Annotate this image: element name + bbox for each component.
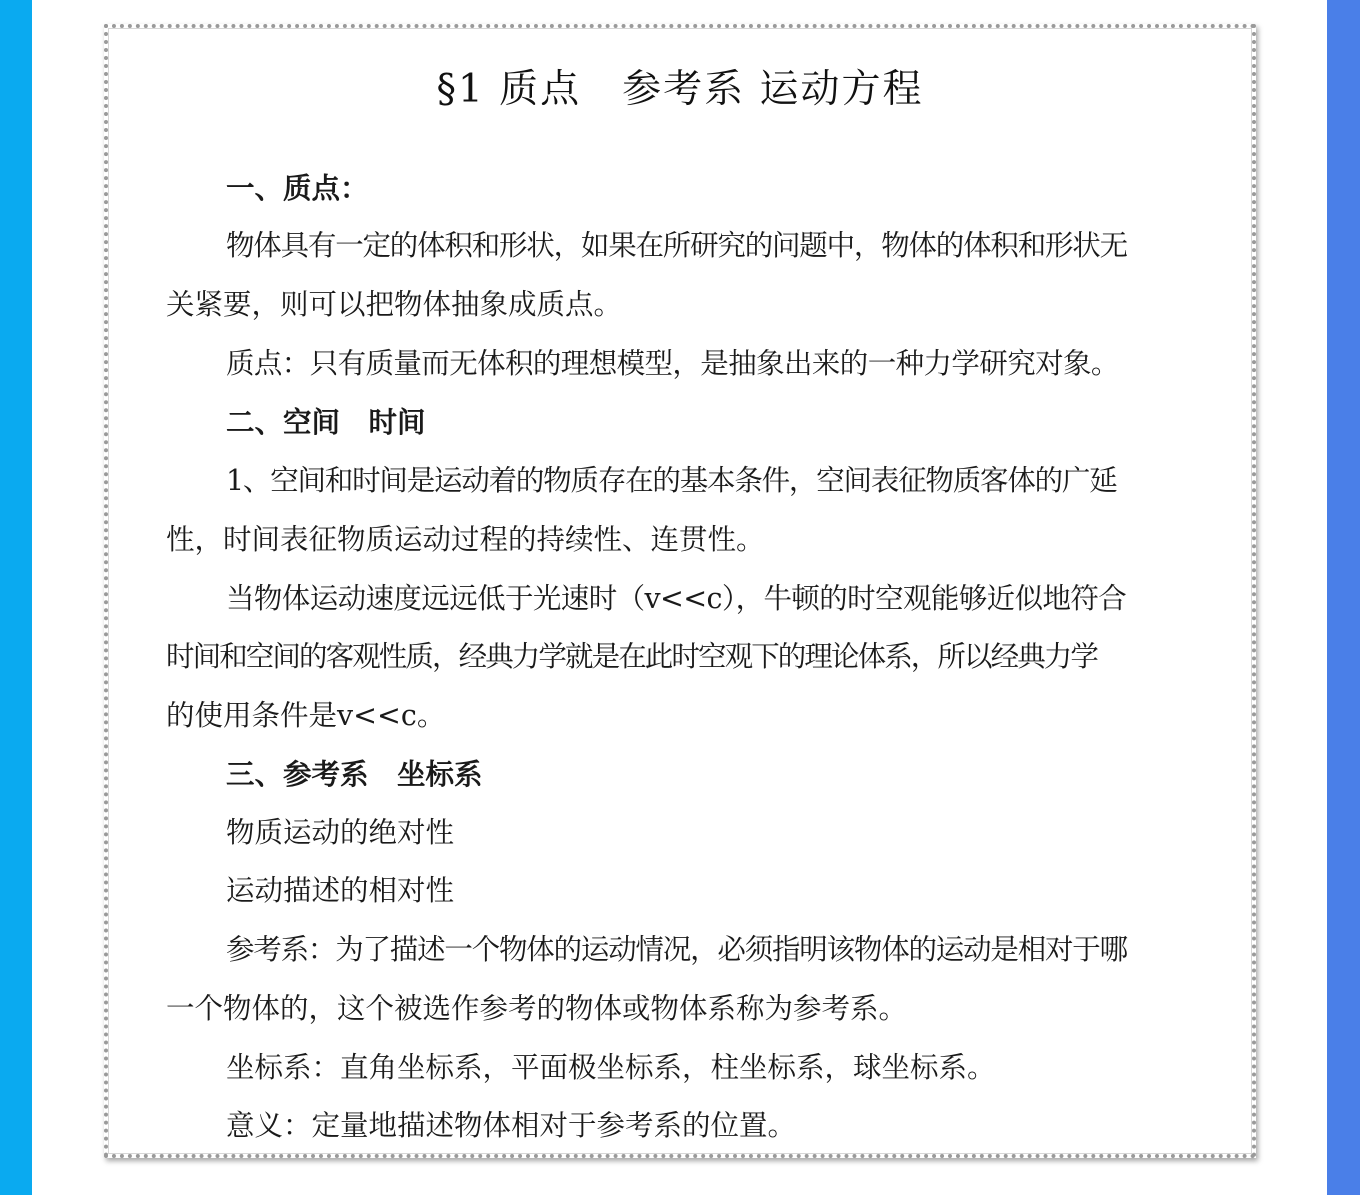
left-color-band <box>0 0 32 1195</box>
paragraph-line: 质点：只有质量而无体积的理想模型，是抽象出来的一种力学研究对象。 <box>226 347 1119 380</box>
paragraph-line: 的使用条件是v<<c。 <box>166 699 446 732</box>
paragraph-line: 运动描述的相对性 <box>226 874 455 907</box>
paragraph-line: 物质运动的绝对性 <box>226 816 455 849</box>
paragraph-line: 物体具有一定的体积和形状，如果在所研究的问题中，物体的体积和形状无 <box>226 229 1127 262</box>
section-heading-2: 二、空间 时间 <box>226 405 426 439</box>
paragraph-line: 关紧要，则可以把物体抽象成质点。 <box>166 288 623 321</box>
paragraph-line: 坐标系：直角坐标系，平面极坐标系，柱坐标系，球坐标系。 <box>226 1051 996 1084</box>
section-heading-3: 三、参考系 坐标系 <box>226 757 483 791</box>
paragraph-line: 时间和空间的客观性质，经典力学就是在此时空观下的理论体系，所以经典力学 <box>166 640 1098 673</box>
paragraph-line: 1、空间和时间是运动着的物质存在的基本条件，空间表征物质客体的广延 <box>226 464 1117 497</box>
paragraph-line: 当物体运动速度远远低于光速时（v<<c），牛顿的时空观能够近似地符合 <box>226 582 1127 615</box>
paragraph-line: 一个物体的，这个被选作参考的物体或物体系称为参考系。 <box>166 992 908 1025</box>
page-title: §1 质点 参考系 运动方程 <box>436 67 924 112</box>
paragraph-line: 性，时间表征物质运动过程的持续性、连贯性。 <box>166 523 765 556</box>
paragraph-line: 意义：定量地描述物体相对于参考系的位置。 <box>226 1109 797 1142</box>
right-color-band <box>1327 0 1360 1195</box>
section-heading-1: 一、质点： <box>226 171 369 205</box>
paragraph-line: 参考系：为了描述一个物体的运动情况，必须指明该物体的运动是相对于哪 <box>226 933 1127 966</box>
